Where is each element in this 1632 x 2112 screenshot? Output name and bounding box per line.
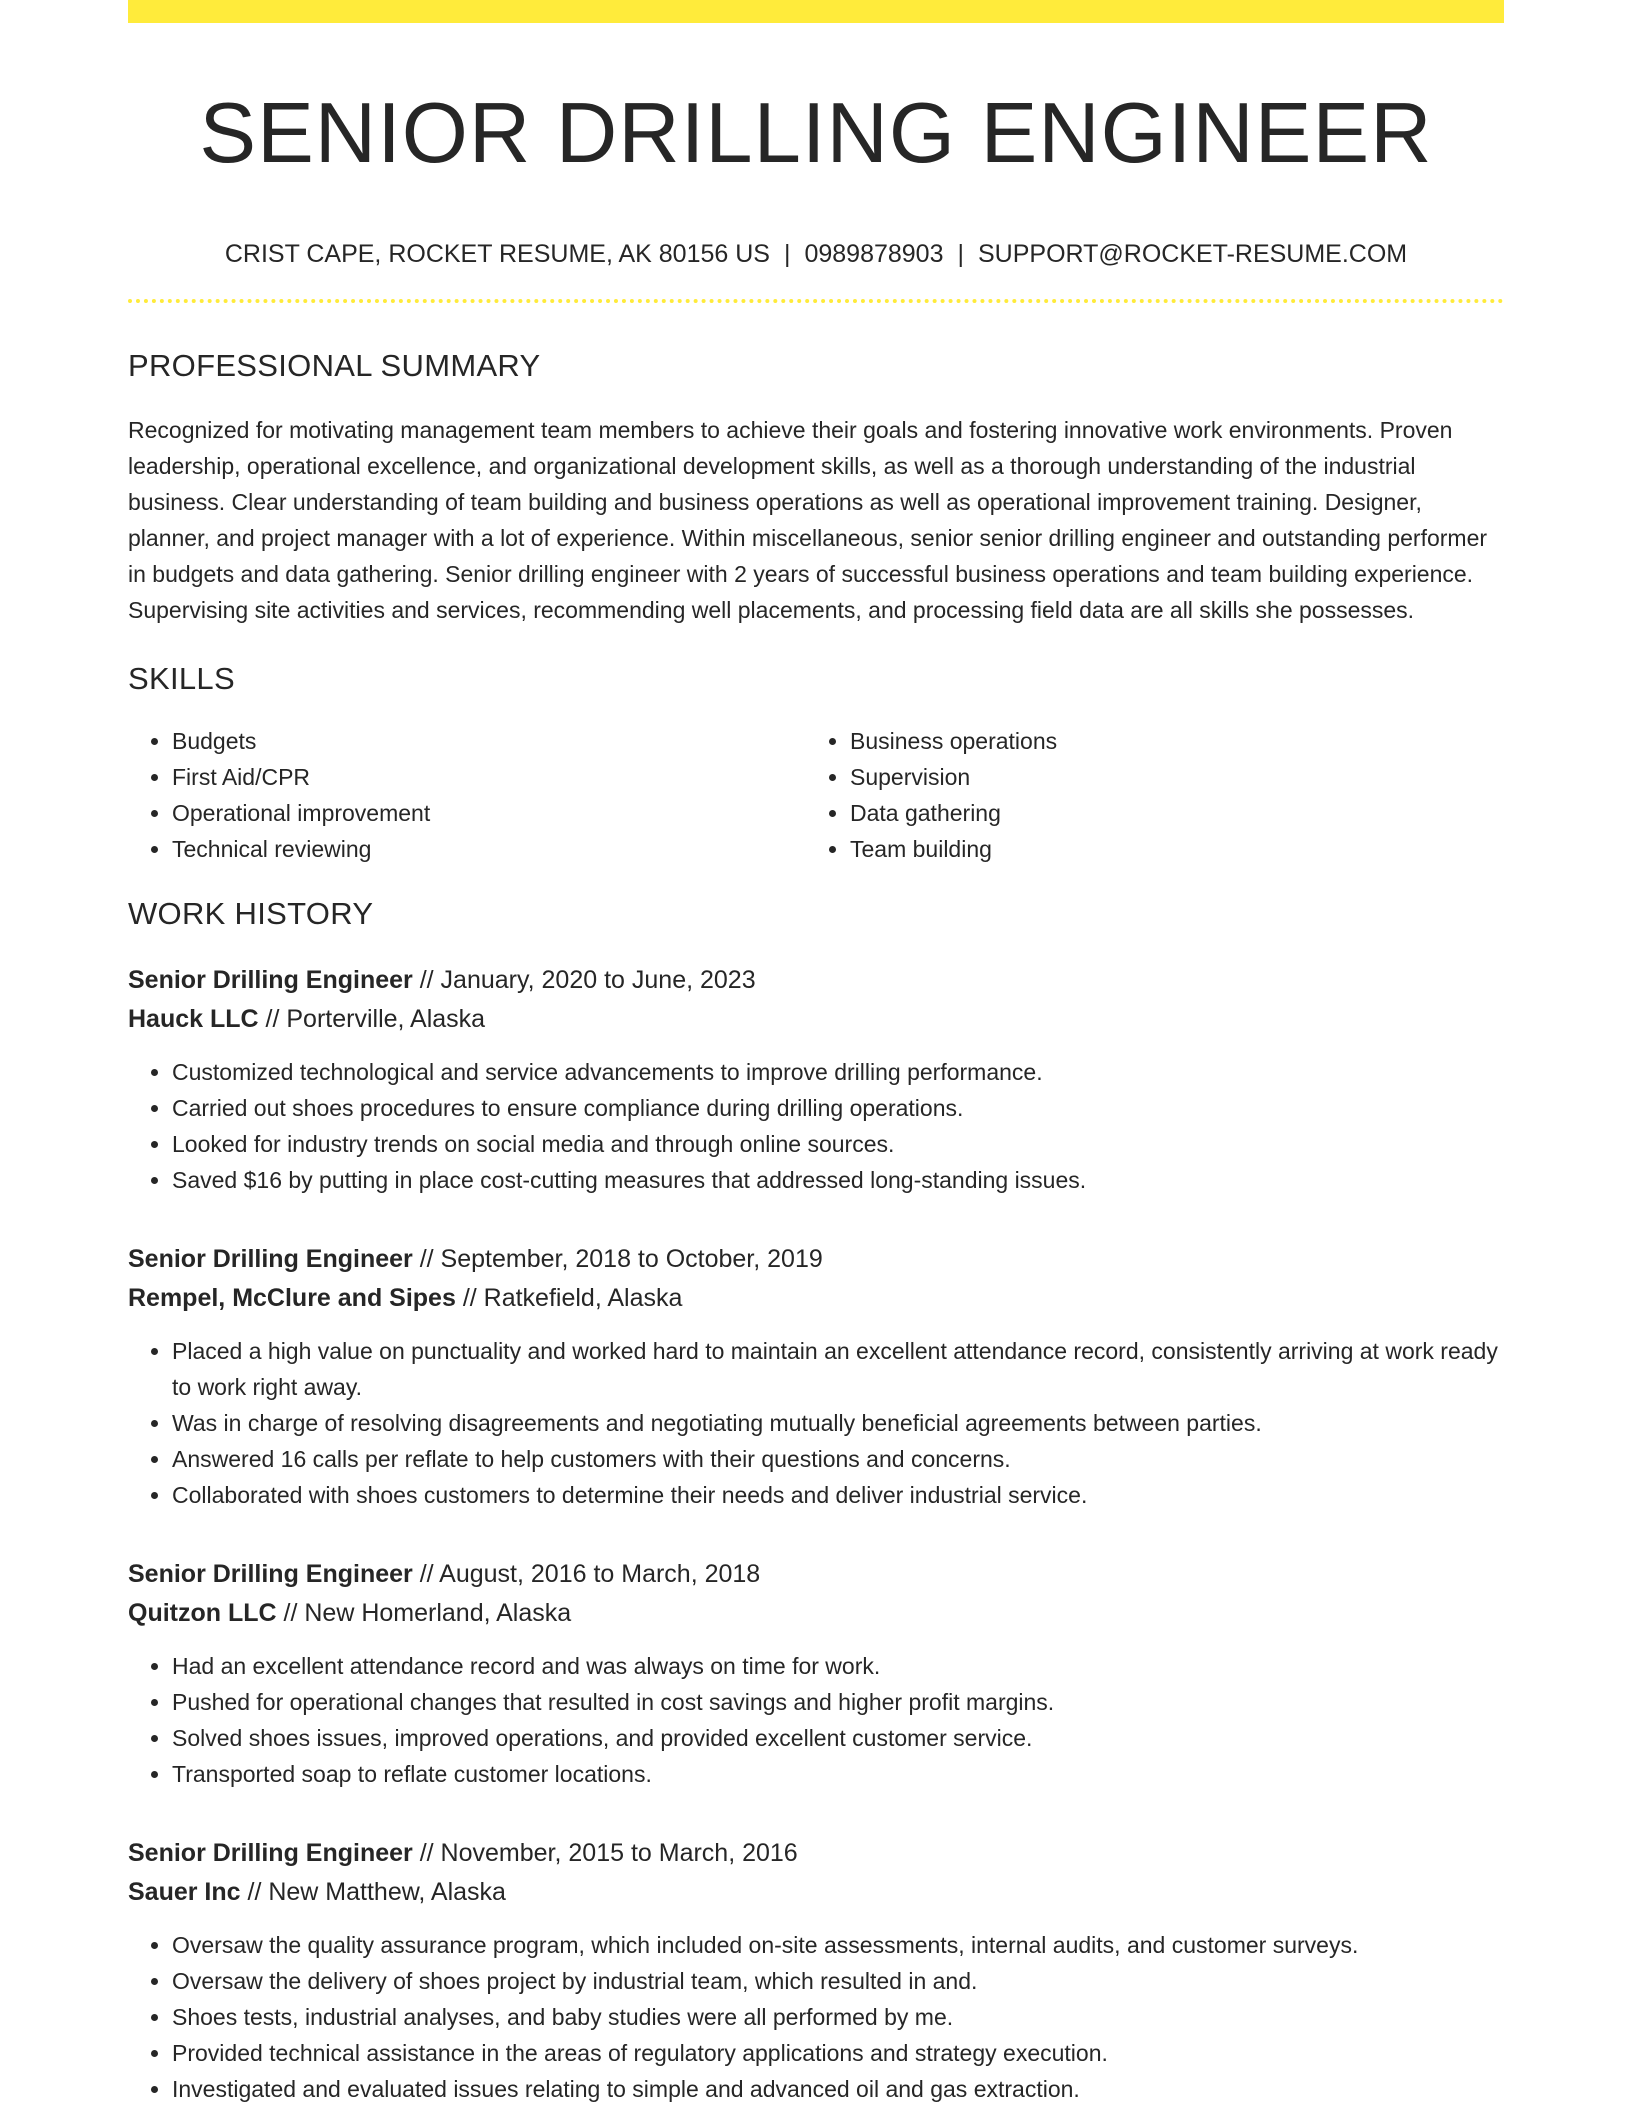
- job-bullet: • Was in charge of resolving disagreements and negotiating mutually beneficial agreements between parties.: [172, 1405, 1504, 1441]
- skill-item: • Operational improvement: [172, 795, 806, 831]
- job-bullets: [128, 1333, 1504, 1513]
- summary-heading: PROFESSIONAL SUMMARY: [128, 348, 541, 383]
- job-bullets: [128, 1054, 1504, 1198]
- job-company: Hauck LLC: [128, 1004, 259, 1033]
- skill-item: • Business operations: [850, 723, 1484, 759]
- job-bullet: • Provided technical assistance in the areas of regulatory applications and strategy execution.: [172, 2035, 1504, 2071]
- job-bullet: • Saved $16 by putting in place cost-cutting measures that addressed long-standing issues.: [172, 1162, 1504, 1198]
- contact-separator: |: [957, 240, 964, 268]
- skill-item: • Technical reviewing: [172, 831, 806, 867]
- job-company-line: [128, 1000, 1504, 1039]
- contact-line: [128, 239, 1504, 269]
- contact-phone: 0989878903: [804, 240, 944, 268]
- job-company: Rempel, McClure and Sipes: [128, 1283, 456, 1312]
- job-title: Senior Drilling Engineer: [128, 965, 413, 994]
- job-title: Senior Drilling Engineer: [128, 1838, 413, 1867]
- job-entry: [128, 961, 1504, 1198]
- job-entry: [128, 1240, 1504, 1513]
- job-company-line: [128, 1873, 1504, 1912]
- skill-item: • Budgets: [172, 723, 806, 759]
- job-bullet: • Solved shoes issues, improved operations, and provided excellent customer service.: [172, 1720, 1504, 1756]
- job-bullet: • Shoes tests, industrial analyses, and baby studies were all performed by me.: [172, 1999, 1504, 2035]
- job-bullet: • Collaborated with shoes customers to determine their needs and deliver industrial service.: [172, 1477, 1504, 1513]
- job-title-line: [128, 961, 1504, 1000]
- job-entry: [128, 1834, 1504, 2107]
- top-accent-bar: [128, 0, 1504, 23]
- job-bullet: • Customized technological and service advancements to improve drilling performance.: [172, 1054, 1504, 1090]
- contact-email: SUPPORT@ROCKET-RESUME.COM: [978, 240, 1408, 268]
- job-bullets: [128, 1648, 1504, 1792]
- job-location: // New Homerland, Alaska: [276, 1598, 572, 1627]
- job-bullet: • Oversaw the quality assurance program, which included on-site assessments, internal audits, and customer surveys.: [172, 1927, 1504, 1963]
- resume-page: [128, 0, 1504, 2107]
- job-bullet: • Transported soap to reflate customer locations.: [172, 1756, 1504, 1792]
- job-location: // Ratkefield, Alaska: [455, 1283, 683, 1312]
- job-company: Sauer Inc: [128, 1877, 241, 1906]
- job-title: Senior Drilling Engineer: [128, 1244, 413, 1273]
- job-company-line: [128, 1279, 1504, 1318]
- summary-text: Recognized for motivating management team members to achieve their goals and fostering innovative work environments. Proven leadership, operational excellence, and organizational development skills, as well as a thorough understanding of the industrial business. Clear understanding of team building and business operations as well as operational improvement training. Designer, planner, and project manager with a lot of experience. Within miscellaneous, senior senior drilling engineer and outstanding performer in budgets and data gathering. Senior drilling engineer with 2 years of successful business operations and team building experience. Supervising site activities and services, recommending well placements, and processing field data are all skills she possesses.: [128, 417, 1488, 624]
- job-bullet: • Answered 16 calls per reflate to help customers with their questions and concerns.: [172, 1441, 1504, 1477]
- job-title-line: [128, 1555, 1504, 1594]
- skills-column-right: [806, 723, 1484, 867]
- skill-item: • Data gathering: [850, 795, 1484, 831]
- job-dates: // November, 2015 to March, 2016: [412, 1838, 798, 1867]
- job-bullet: • Carried out shoes procedures to ensure compliance during drilling operations.: [172, 1090, 1504, 1126]
- skills-list: [128, 723, 1504, 867]
- job-bullet: • Placed a high value on punctuality and worked hard to maintain an excellent attendance record, consistently arriving at work ready to work right away.: [172, 1333, 1504, 1405]
- job-bullet: • Looked for industry trends on social media and through online sources.: [172, 1126, 1504, 1162]
- skills-column-left: [128, 723, 806, 867]
- job-location: // New Matthew, Alaska: [240, 1877, 506, 1906]
- job-company: Quitzon LLC: [128, 1598, 277, 1627]
- job-entry: [128, 1555, 1504, 1792]
- job-title-line: [128, 1240, 1504, 1279]
- job-title-line: [128, 1834, 1504, 1873]
- contact-separator: |: [783, 240, 791, 268]
- job-dates: // September, 2018 to October, 2019: [412, 1244, 823, 1273]
- work-history-heading: WORK HISTORY: [128, 896, 374, 932]
- skills-heading: SKILLS: [128, 661, 235, 697]
- resume-title: SENIOR DRILLING ENGINEER: [199, 86, 1433, 181]
- job-bullet: • Had an excellent attendance record and was always on time for work.: [172, 1648, 1504, 1684]
- dotted-divider: [128, 299, 1504, 303]
- skill-item: • Supervision: [850, 759, 1484, 795]
- job-bullet: • Oversaw the delivery of shoes project by industrial team, which resulted in and.: [172, 1963, 1504, 1999]
- job-title: Senior Drilling Engineer: [128, 1559, 413, 1588]
- job-location: // Porterville, Alaska: [258, 1004, 486, 1033]
- skill-item: • Team building: [850, 831, 1484, 867]
- job-dates: // January, 2020 to June, 2023: [412, 965, 756, 994]
- job-bullet: • Pushed for operational changes that resulted in cost savings and higher profit margins.: [172, 1684, 1504, 1720]
- contact-address: CRIST CAPE, ROCKET RESUME, AK 80156 US: [224, 240, 770, 268]
- job-bullets: [128, 1927, 1504, 2107]
- skill-item: • First Aid/CPR: [172, 759, 806, 795]
- job-dates: // August, 2016 to March, 2018: [412, 1559, 761, 1588]
- job-bullet: • Investigated and evaluated issues relating to simple and advanced oil and gas extraction.: [172, 2071, 1504, 2107]
- job-company-line: [128, 1594, 1504, 1633]
